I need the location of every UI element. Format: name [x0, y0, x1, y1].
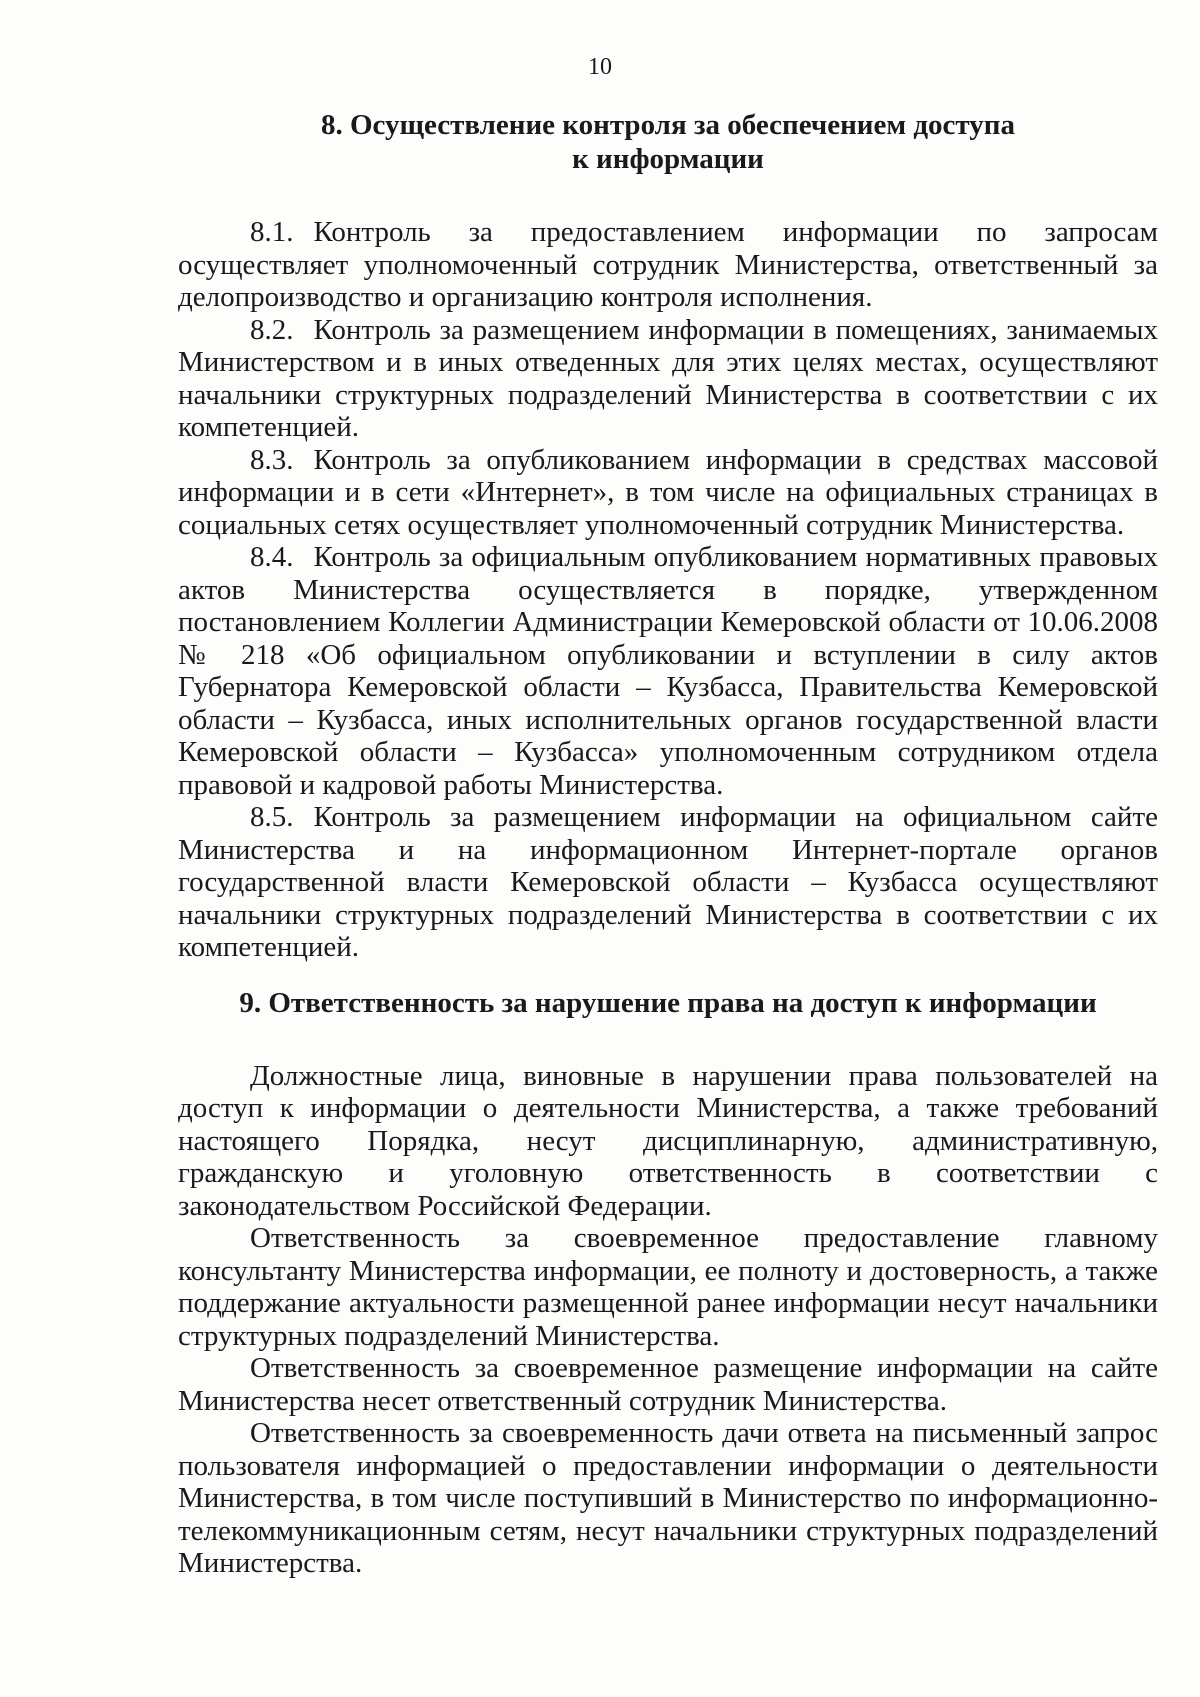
paragraph-number: 8.5. [250, 801, 294, 833]
paragraph-9-3: Ответственность за своевременное размещение информации на сайте Министерства несет ответственный сотрудник Министерства. [178, 1352, 1158, 1417]
section-8-heading-line-1: 8. Осуществление контроля за обеспечением доступа [320, 109, 1016, 141]
paragraph-8-2 [178, 314, 1158, 444]
paragraph-text: Контроль за размещением информации на официальном сайте Министерства и на информационном Интернет-портале органов государственной власти Кемеровской области – Кузбасса осуществляют начальники структурных подразделений Министерства в соответствии с их компетенцией. [178, 801, 1158, 963]
document-body [178, 108, 1158, 1580]
section-8-heading [178, 108, 1158, 176]
paragraph-text: Контроль за официальным опубликованием нормативных правовых актов Министерства осуществляется в порядке, утвержденном постановлением Коллегии Администрации Кемеровской области от 10.06.2008 № 218 «Об официальном опубликовании и вступлении в силу актов Губернатора Кемеровской области – Кузбасса, Правительства Кемеровской области – Кузбасса, иных исполнительных органов государственной власти Кемеровской области – Кузбасса» уполномоченным сотрудником отдела правовой и кадровой работы Министерства. [178, 541, 1158, 801]
paragraph-8-5 [178, 801, 1158, 964]
paragraph-number: 8.1. [250, 216, 294, 248]
paragraph-text: Контроль за размещением информации в помещениях, занимаемых Министерством и в иных отведенных для этих целях местах, осуществляют начальники структурных подразделений Министерства в соответствии с их компетенцией. [178, 313, 1158, 443]
paragraph-9-1: Должностные лица, виновные в нарушении права пользователей на доступ к информации о деятельности Министерства, а также требований настоящего Порядка, несут дисциплинарную, административную, гражданскую и уголовную ответственность в соответствии с законодательством Российской Федерации. [178, 1059, 1158, 1222]
paragraph-9-4: Ответственность за своевременность дачи ответа на письменный запрос пользователя информацией о предоставлении информации о деятельности Министерства, в том числе поступивший в Министерство по информационно-телекоммуникационным сетям, несут начальники структурных подразделений Министерства. [178, 1417, 1158, 1579]
paragraph-8-1 [178, 216, 1158, 314]
section-9-heading: 9. Ответственность за нарушение права на доступ к информации [239, 986, 1097, 1019]
page-number: 10 [588, 54, 612, 80]
paragraph-8-4 [178, 541, 1158, 801]
paragraph-text: Контроль за опубликованием информации в средствах массовой информации и в сети «Интернет», в том числе на официальных страницах в социальных сетях осуществляет уполномоченный сотрудник Министерства. [178, 443, 1158, 541]
paragraph-9-2: Ответственность за своевременное предоставление главному консультанту Министерства информации, ее полноту и достоверность, а также поддержание актуальности размещенной ранее информации несут начальники структурных подразделений Министерства. [178, 1222, 1158, 1352]
section-8-heading-line-2: к информации [572, 143, 764, 175]
paragraph-number: 8.3. [250, 443, 294, 476]
paragraph-text: Контроль за предоставлением информации по запросам осуществляет уполномоченный сотрудник Министерства, ответственный за делопроизводство и организацию контроля исполнения. [178, 216, 1158, 313]
paragraph-8-3 [178, 444, 1158, 542]
paragraph-number: 8.4. [250, 541, 294, 573]
paragraph-number: 8.2. [250, 313, 294, 346]
